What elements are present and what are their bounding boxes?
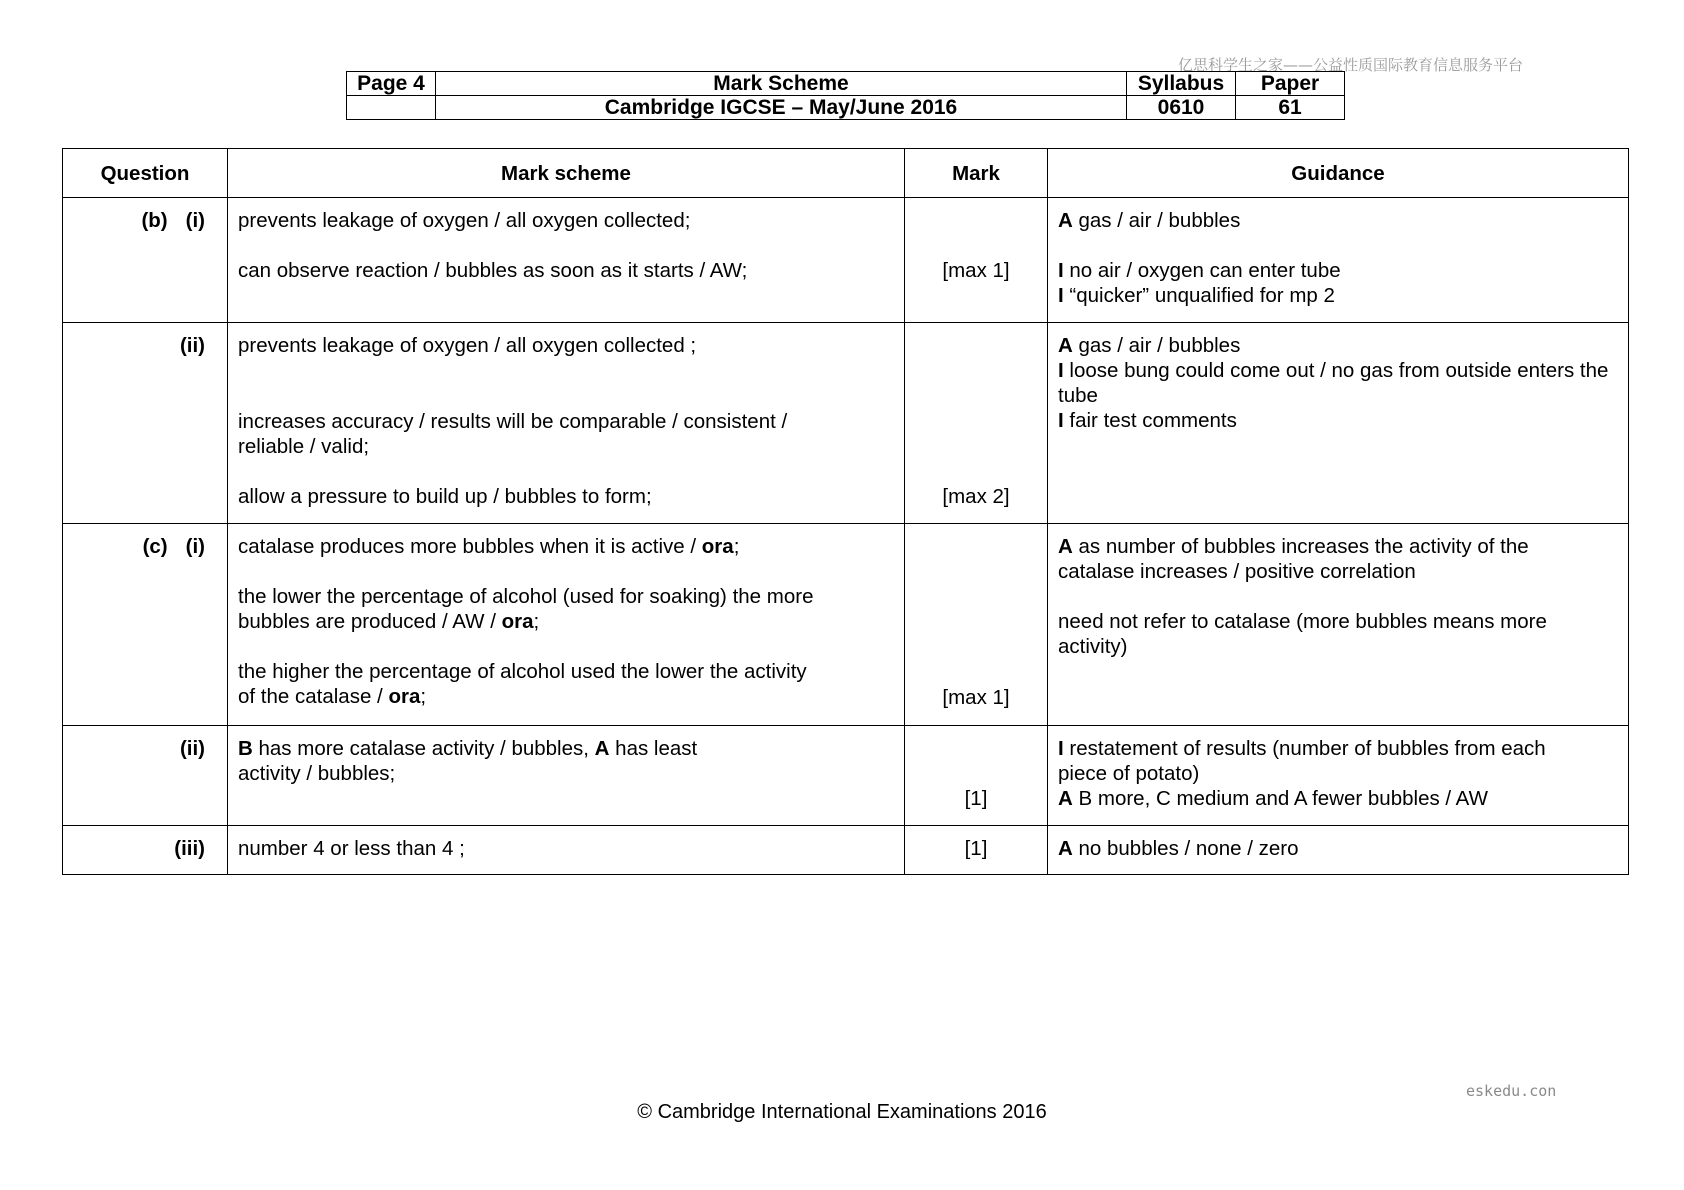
scheme-point: increases accuracy / results will be comparable / consistent / bbox=[238, 410, 788, 433]
question-subpart: (i) bbox=[185, 209, 205, 232]
mark-scheme-cell bbox=[228, 524, 905, 726]
question-subpart: (ii) bbox=[179, 737, 205, 760]
guidance-point-continued: tube bbox=[1058, 384, 1098, 407]
question-cell bbox=[63, 198, 228, 323]
question-subpart: (ii) bbox=[179, 334, 205, 357]
question-cell bbox=[63, 826, 228, 875]
mark-value: [max 2] bbox=[942, 485, 1010, 508]
guidance-point-continued: piece of potato) bbox=[1058, 762, 1200, 785]
guidance-point: A gas / air / bubbles bbox=[1058, 209, 1241, 232]
scheme-point: allow a pressure to build up / bubbles to form; bbox=[238, 485, 652, 508]
guidance-cell bbox=[1048, 726, 1629, 826]
scheme-point: catalase produces more bubbles when it is active / ora; bbox=[238, 535, 740, 558]
guidance-cell bbox=[1048, 323, 1629, 524]
mark-scheme-cell bbox=[228, 323, 905, 524]
table-row bbox=[63, 726, 1629, 826]
mark-cell bbox=[905, 726, 1048, 826]
scheme-point: the lower the percentage of alcohol (used for soaking) the more bbox=[238, 585, 814, 608]
paper-code: 61 bbox=[1236, 96, 1345, 120]
column-header-question: Question bbox=[63, 149, 228, 198]
guidance-point: A B more, C medium and A fewer bubbles / AW bbox=[1058, 787, 1488, 810]
table-row bbox=[63, 198, 1629, 323]
guidance-point-continued: catalase increases / positive correlation bbox=[1058, 560, 1416, 583]
question-subpart: (i) bbox=[185, 535, 205, 558]
mark-value: [max 1] bbox=[942, 259, 1010, 282]
table-row bbox=[63, 323, 1629, 524]
document-title: Mark Scheme bbox=[436, 72, 1127, 96]
guidance-point: A as number of bubbles increases the activity of the bbox=[1058, 535, 1529, 558]
scheme-point-continued: of the catalase / ora; bbox=[238, 685, 427, 708]
question-part: (b) bbox=[141, 209, 168, 232]
mark-cell bbox=[905, 323, 1048, 524]
mark-cell bbox=[905, 524, 1048, 726]
question-part: (c) bbox=[142, 535, 168, 558]
column-header-guidance: Guidance bbox=[1048, 149, 1629, 198]
mark-scheme-cell bbox=[228, 826, 905, 875]
mark-value: [max 1] bbox=[942, 686, 1010, 709]
mark-cell bbox=[905, 198, 1048, 323]
header-table bbox=[346, 71, 1345, 120]
mark-cell bbox=[905, 826, 1048, 875]
guidance-point: I “quicker” unqualified for mp 2 bbox=[1058, 284, 1335, 307]
scheme-point-continued: activity / bubbles; bbox=[238, 762, 396, 785]
copyright-footer: © Cambridge International Examinations 2016 bbox=[637, 1101, 1047, 1123]
mark-scheme-cell bbox=[228, 726, 905, 826]
table-row bbox=[63, 826, 1629, 875]
table-row bbox=[63, 524, 1629, 726]
question-cell bbox=[63, 726, 228, 826]
watermark-bottom: eskedu.con bbox=[1466, 1082, 1557, 1100]
mark-value: [1] bbox=[964, 837, 988, 860]
page-label: Page 4 bbox=[347, 72, 436, 96]
mark-scheme-table bbox=[62, 148, 1629, 875]
column-header-mark-scheme: Mark scheme bbox=[228, 149, 905, 198]
guidance-cell bbox=[1048, 524, 1629, 726]
scheme-point-continued: bubbles are produced / AW / ora; bbox=[238, 610, 540, 633]
watermark-top: 亿思科学生之家——公益性质国际教育信息服务平台 bbox=[1178, 56, 1524, 74]
question-cell bbox=[63, 323, 228, 524]
page-empty-cell bbox=[347, 96, 436, 120]
guidance-point: A gas / air / bubbles bbox=[1058, 334, 1241, 357]
guidance-point-continued: activity) bbox=[1058, 635, 1128, 658]
scheme-point: B has more catalase activity / bubbles, A has least bbox=[238, 737, 698, 760]
scheme-point: prevents leakage of oxygen / all oxygen collected ; bbox=[238, 334, 697, 357]
syllabus-code: 0610 bbox=[1127, 96, 1236, 120]
paper-label: Paper bbox=[1236, 72, 1345, 96]
table-header-row bbox=[63, 149, 1629, 198]
scheme-point: number 4 or less than 4 ; bbox=[238, 837, 465, 860]
guidance-cell bbox=[1048, 826, 1629, 875]
guidance-point: I loose bung could come out / no gas from outside enters the bbox=[1058, 359, 1609, 382]
scheme-point: prevents leakage of oxygen / all oxygen collected; bbox=[238, 209, 691, 232]
guidance-point: I fair test comments bbox=[1058, 409, 1237, 432]
exam-name: Cambridge IGCSE – May/June 2016 bbox=[436, 96, 1127, 120]
guidance-point: I no air / oxygen can enter tube bbox=[1058, 259, 1341, 282]
guidance-point: need not refer to catalase (more bubbles means more bbox=[1058, 610, 1547, 633]
mark-value: [1] bbox=[964, 787, 988, 810]
question-subpart: (iii) bbox=[174, 837, 205, 860]
syllabus-label: Syllabus bbox=[1127, 72, 1236, 96]
mark-scheme-cell bbox=[228, 198, 905, 323]
scheme-point: reliable / valid; bbox=[238, 435, 370, 458]
question-cell bbox=[63, 524, 228, 726]
guidance-cell bbox=[1048, 198, 1629, 323]
scheme-point: can observe reaction / bubbles as soon as it starts / AW; bbox=[238, 259, 748, 282]
guidance-point: I restatement of results (number of bubbles from each bbox=[1058, 737, 1546, 760]
scheme-point: the higher the percentage of alcohol used the lower the activity bbox=[238, 660, 807, 683]
guidance-point: A no bubbles / none / zero bbox=[1058, 837, 1299, 860]
column-header-mark: Mark bbox=[905, 149, 1048, 198]
